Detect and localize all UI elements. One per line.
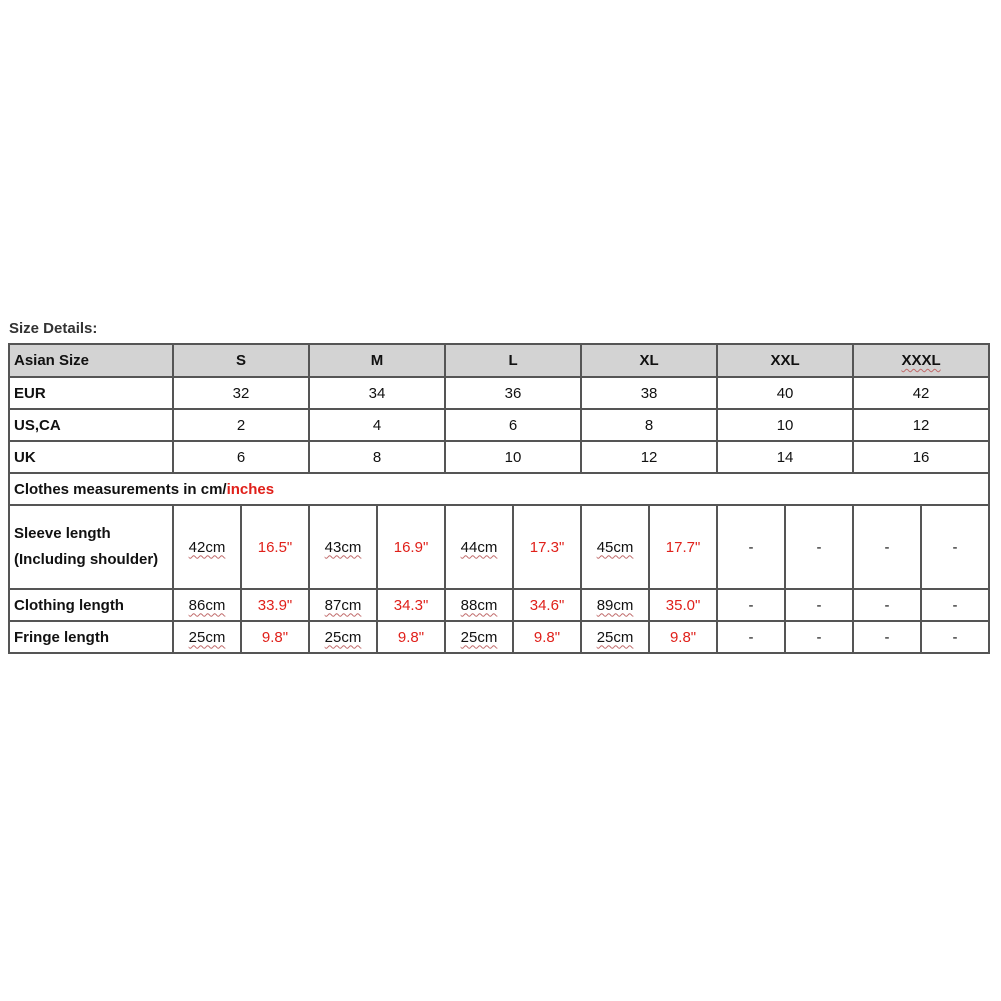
inch-cell: 9.8": [241, 621, 309, 653]
table-cell: 4: [309, 409, 445, 441]
table-cell: 10: [445, 441, 581, 473]
row-label: US,CA: [9, 409, 173, 441]
size-header-xxxl-text: XXXL: [901, 352, 941, 369]
empty-cell: -: [853, 589, 921, 621]
table-row: [9, 377, 989, 409]
table-row: [9, 505, 989, 589]
table-cell: 16: [853, 441, 989, 473]
inch-cell: 33.9": [241, 589, 309, 621]
size-header-s: S: [173, 344, 309, 377]
inch-cell: 9.8": [377, 621, 445, 653]
table-cell: 36: [445, 377, 581, 409]
cm-value: 42cm: [188, 538, 226, 556]
cm-value: 87cm: [324, 596, 362, 614]
inch-cell: 16.5": [241, 505, 309, 589]
cm-cell: [445, 589, 513, 621]
cm-value: 88cm: [460, 596, 498, 614]
cm-cell: [445, 505, 513, 589]
table-cell: 34: [309, 377, 445, 409]
cm-cell: [309, 589, 377, 621]
empty-cell: -: [921, 505, 989, 589]
table-cell: 12: [581, 441, 717, 473]
table-cell: 12: [853, 409, 989, 441]
cm-cell: [581, 621, 649, 653]
row-label: UK: [9, 441, 173, 473]
inch-cell: 34.3": [377, 589, 445, 621]
table-cell: 6: [173, 441, 309, 473]
header-row: [9, 344, 989, 377]
table-cell: 42: [853, 377, 989, 409]
cm-cell: [581, 589, 649, 621]
cm-value: 45cm: [596, 538, 634, 556]
cm-cell: [445, 621, 513, 653]
table-cell: 8: [309, 441, 445, 473]
cm-cell: [173, 589, 241, 621]
size-table: [8, 343, 990, 654]
inch-cell: 16.9": [377, 505, 445, 589]
size-header-xxl: XXL: [717, 344, 853, 377]
inch-cell: 9.8": [649, 621, 717, 653]
table-cell: 10: [717, 409, 853, 441]
table-cell: 2: [173, 409, 309, 441]
cm-cell: [173, 621, 241, 653]
table-cell: 8: [581, 409, 717, 441]
size-header-m: M: [309, 344, 445, 377]
cm-value: 25cm: [324, 628, 362, 646]
row-label: Clothing length: [9, 589, 173, 621]
table-row: [9, 441, 989, 473]
cm-cell: [581, 505, 649, 589]
cm-value: 43cm: [324, 538, 362, 556]
empty-cell: -: [921, 589, 989, 621]
cm-value: 86cm: [188, 596, 226, 614]
empty-cell: -: [717, 589, 785, 621]
cm-cell: [309, 505, 377, 589]
cm-value: 25cm: [596, 628, 634, 646]
empty-cell: -: [717, 621, 785, 653]
table-row: [9, 589, 989, 621]
empty-cell: -: [785, 621, 853, 653]
size-header-l: L: [445, 344, 581, 377]
table-row: [9, 621, 989, 653]
inch-cell: 34.6": [513, 589, 581, 621]
cm-value: 25cm: [460, 628, 498, 646]
inch-cell: 35.0": [649, 589, 717, 621]
inch-cell: 17.7": [649, 505, 717, 589]
table-title: Size Details:: [9, 320, 98, 337]
cm-value: 89cm: [596, 596, 634, 614]
row-label: Fringe length: [9, 621, 173, 653]
size-header-xl: XL: [581, 344, 717, 377]
cm-value: 44cm: [460, 538, 498, 556]
cm-cell: [309, 621, 377, 653]
cm-value: 25cm: [188, 628, 226, 646]
header-label: Asian Size: [9, 344, 173, 377]
inch-cell: 17.3": [513, 505, 581, 589]
empty-cell: -: [921, 621, 989, 653]
row-label: EUR: [9, 377, 173, 409]
section-heading-prefix: Clothes measurements in cm/: [14, 480, 227, 498]
inch-cell: 9.8": [513, 621, 581, 653]
empty-cell: -: [785, 505, 853, 589]
table-cell: 6: [445, 409, 581, 441]
empty-cell: -: [717, 505, 785, 589]
section-row: [9, 473, 989, 505]
empty-cell: -: [785, 589, 853, 621]
empty-cell: -: [853, 505, 921, 589]
empty-cell: -: [853, 621, 921, 653]
table-row: [9, 409, 989, 441]
row-label: Sleeve length (Including shoulder): [9, 505, 173, 589]
section-heading: [9, 473, 989, 505]
table-cell: 38: [581, 377, 717, 409]
size-header-xxxl: [853, 344, 989, 377]
table-cell: 32: [173, 377, 309, 409]
table-cell: 14: [717, 441, 853, 473]
section-heading-highlight: inches: [226, 480, 275, 498]
cm-cell: [173, 505, 241, 589]
table-cell: 40: [717, 377, 853, 409]
